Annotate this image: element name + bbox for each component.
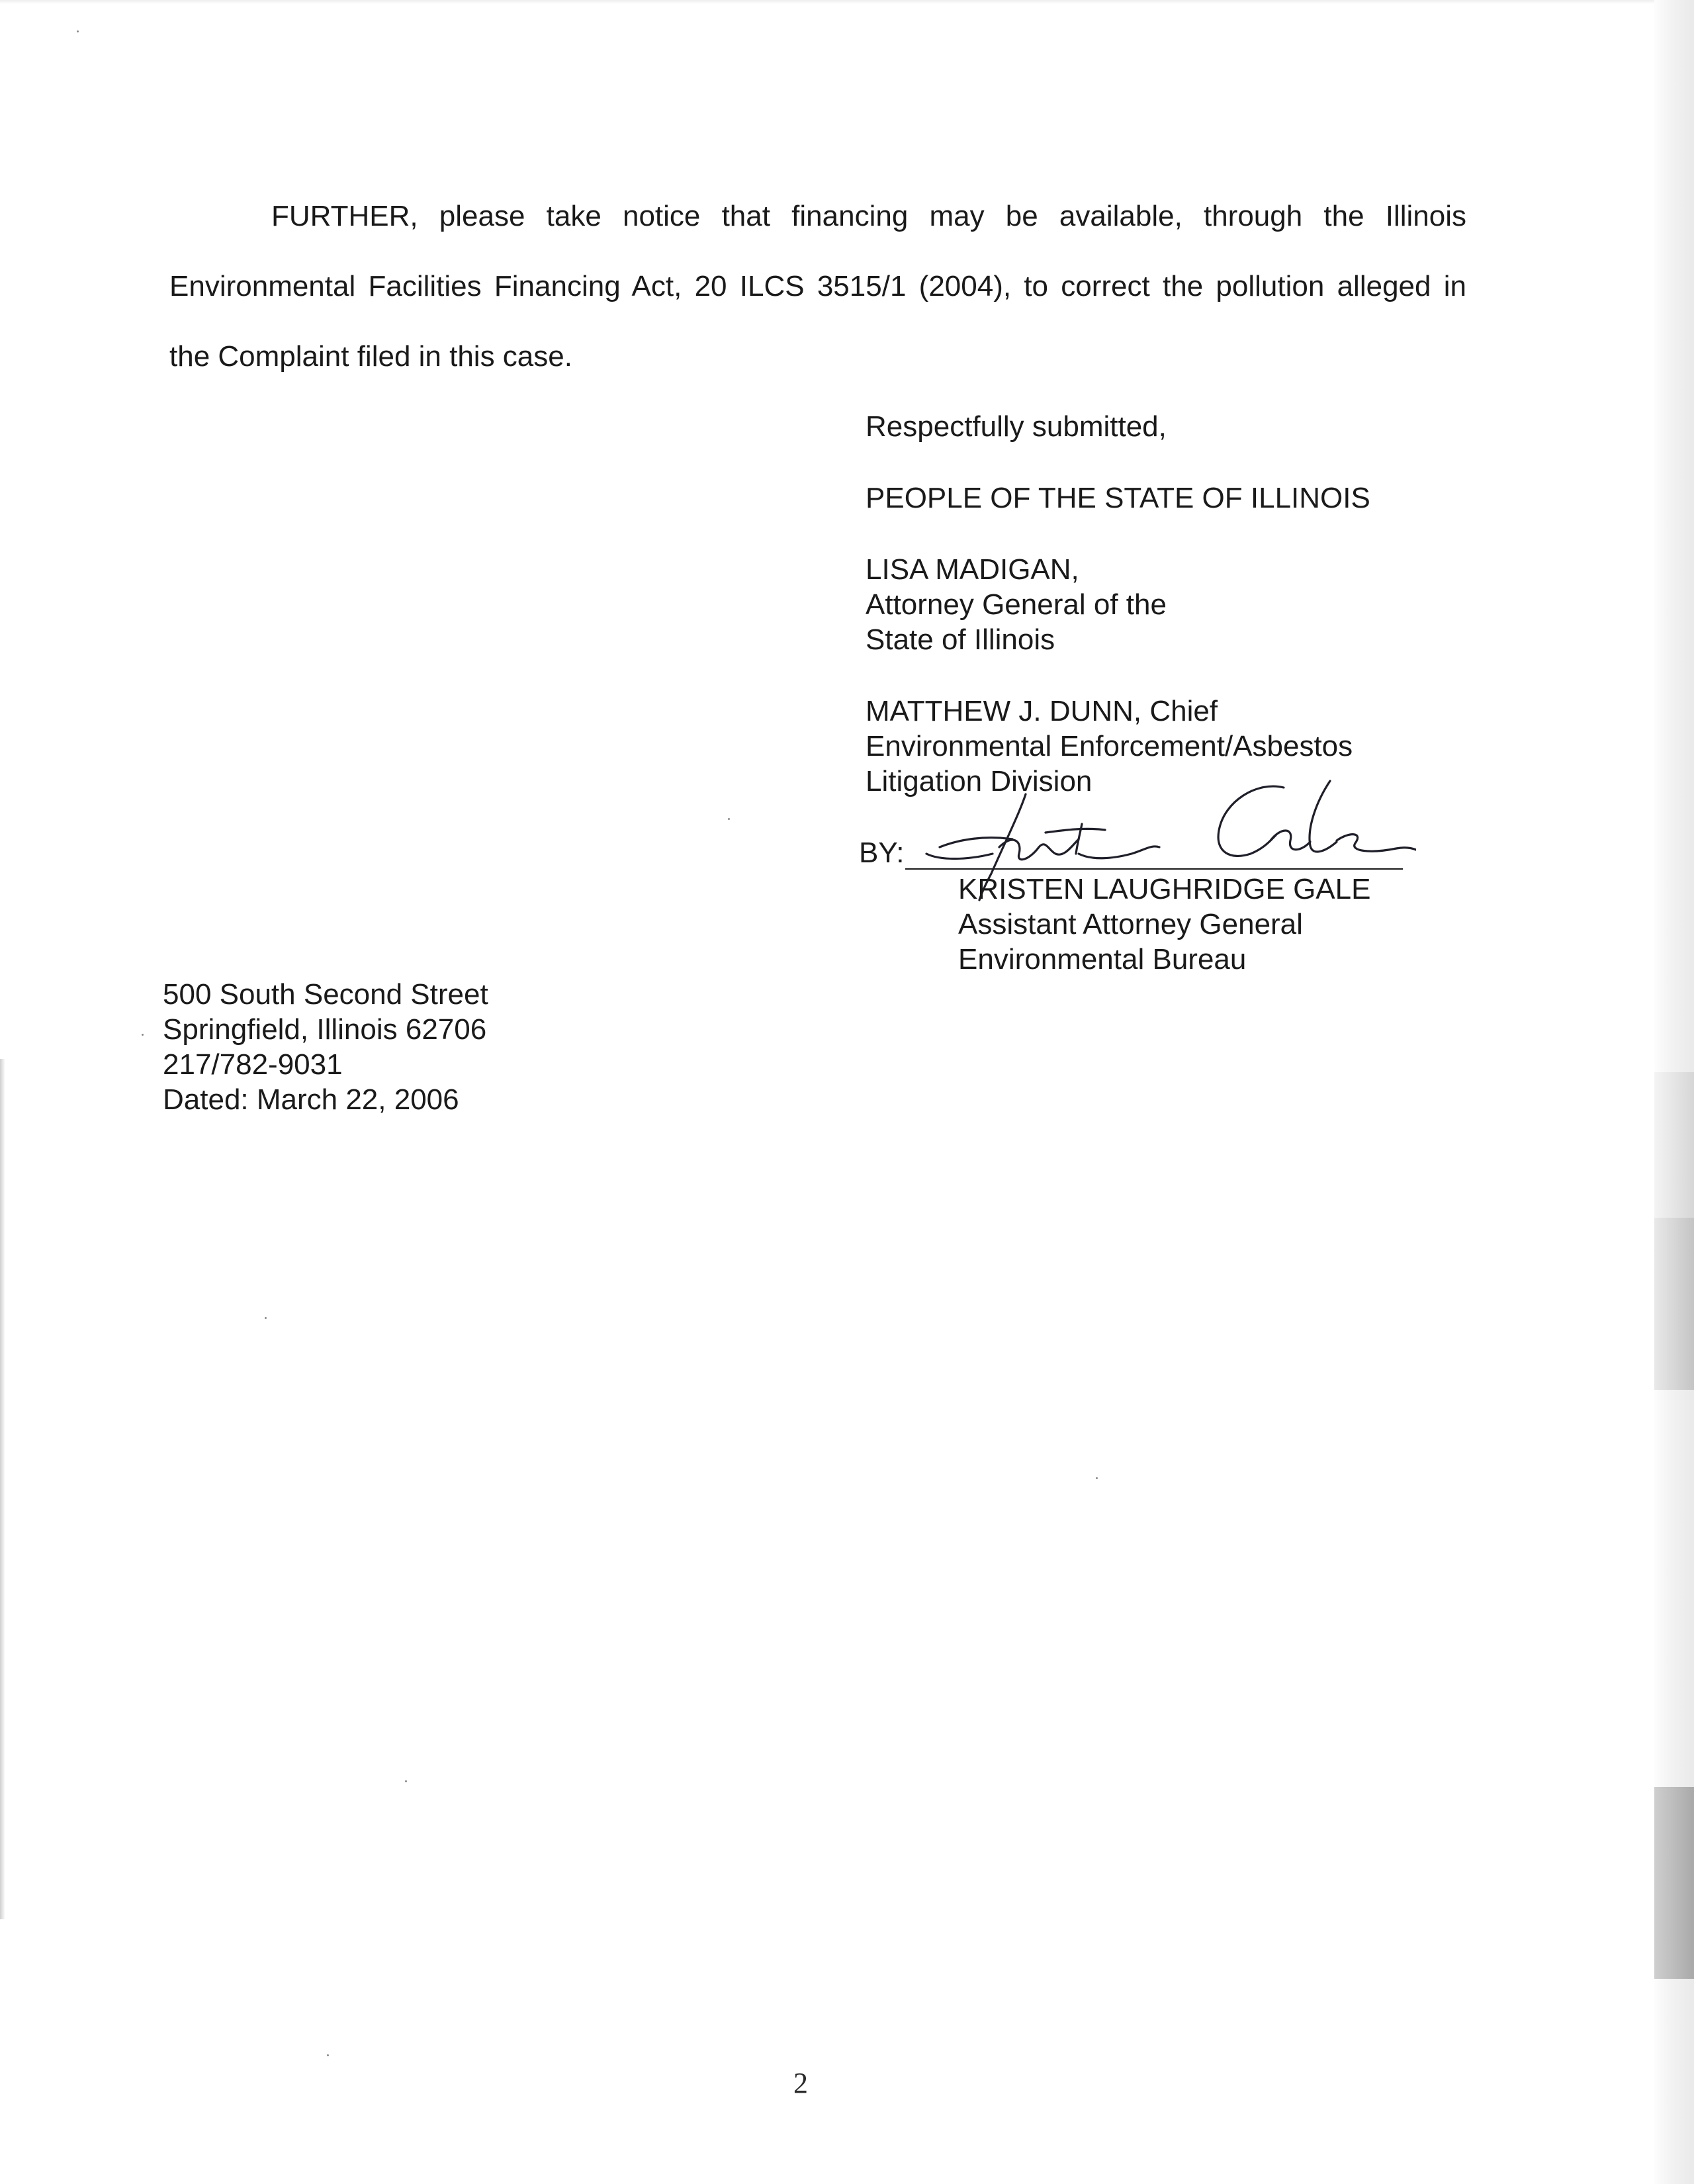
attorney-general-title: State of Illinois [866, 623, 1055, 656]
signer-name: KRISTEN LAUGHRIDGE GALE [958, 873, 1371, 905]
scan-edge-shadow [1654, 1072, 1694, 1224]
signer-title: Assistant Attorney General [958, 908, 1303, 940]
address-street: 500 South Second Street [163, 978, 488, 1011]
scan-speck [1096, 1477, 1098, 1479]
paragraph-line: Environmental Facilities Financing Act, 20 ILCS 3515/1 (2004), to correct the pollution alleged in [169, 270, 1466, 302]
scan-edge-shadow [1654, 1787, 1694, 1979]
scan-speck [265, 1317, 267, 1319]
division-chief-title: Environmental Enforcement/Asbestos [866, 730, 1353, 762]
scan-speck [405, 1780, 407, 1782]
scan-edge-shadow [1654, 1218, 1694, 1390]
attorney-general-name: LISA MADIGAN, [866, 553, 1079, 586]
scan-edge-left [0, 1059, 5, 1919]
scan-speck [77, 30, 79, 32]
scan-edge-top [0, 0, 1694, 4]
scan-speck [728, 818, 730, 820]
date-line: Dated: March 22, 2006 [163, 1083, 459, 1116]
scan-speck [142, 1034, 144, 1036]
division-chief-name: MATTHEW J. DUNN, Chief [866, 695, 1218, 727]
attorney-general-title: Attorney General of the [866, 588, 1167, 621]
paragraph-line: FURTHER, please take notice that financing may be available, through the Illinois [271, 200, 1466, 232]
body-paragraph [169, 181, 1466, 392]
division-chief-title: Litigation Division [866, 765, 1092, 797]
party-name: PEOPLE OF THE STATE OF ILLINOIS [866, 482, 1370, 514]
page-number: 2 [793, 2067, 808, 2099]
address-phone: 217/782-9031 [163, 1048, 343, 1081]
closing-text: Respectfully submitted, [866, 410, 1167, 443]
by-label: BY: [859, 837, 905, 869]
signer-title: Environmental Bureau [958, 943, 1247, 976]
scan-speck [327, 2054, 329, 2056]
address-city: Springfield, Illinois 62706 [163, 1013, 487, 1046]
paragraph-line: the Complaint filed in this case. [169, 340, 572, 373]
